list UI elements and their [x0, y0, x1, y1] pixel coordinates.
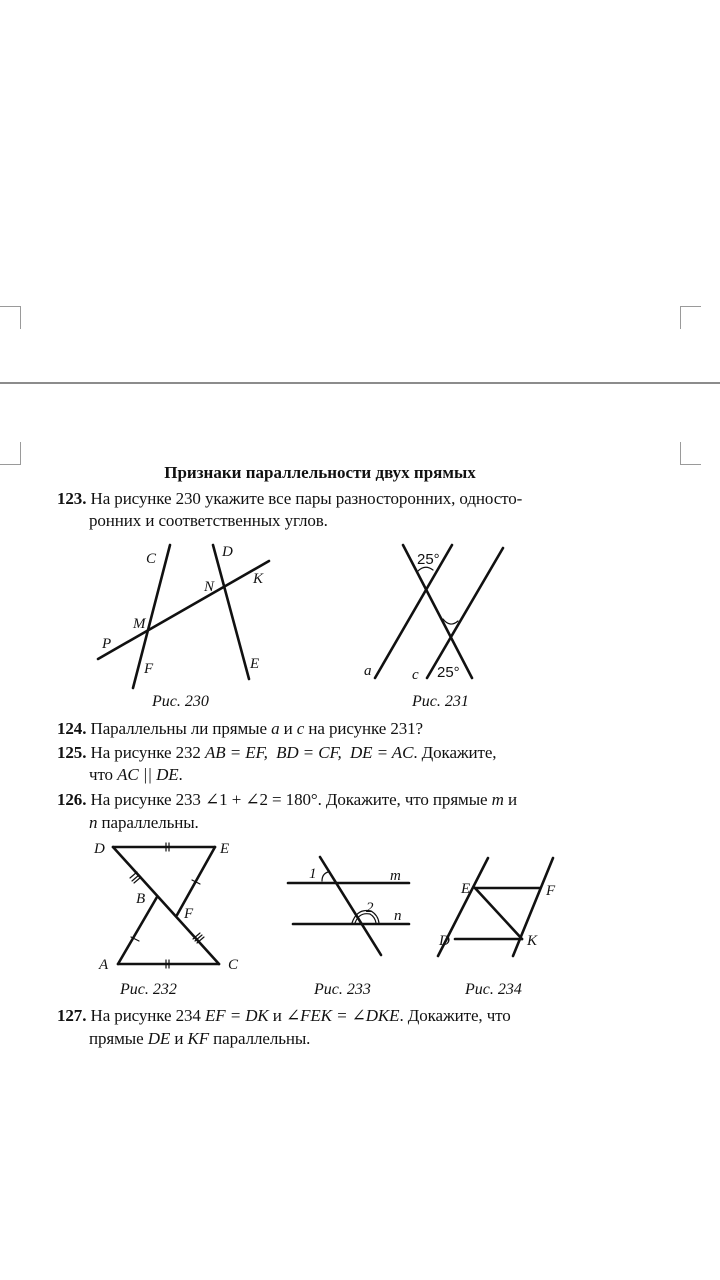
label-k: K: [253, 571, 264, 587]
problem-text: На рисунке 234: [90, 1006, 205, 1025]
problem-text: На рисунке 233: [90, 790, 205, 809]
problem-text: . Докажите, что прямые: [317, 790, 492, 809]
angle-label-1: 1: [309, 866, 317, 882]
problem-text: и: [503, 790, 517, 809]
figure-231: [364, 545, 503, 710]
problem-text: параллельны.: [209, 1029, 311, 1048]
problem-text: .: [178, 765, 183, 784]
problem-number: 125.: [57, 743, 87, 762]
problem-text: что: [89, 765, 118, 784]
label-b: B: [136, 891, 146, 907]
problem-text: и: [268, 1006, 286, 1025]
label-e: E: [250, 656, 260, 672]
label-p: P: [102, 636, 112, 652]
figure-caption: Рис. 234: [465, 981, 522, 998]
label-c: C: [146, 551, 157, 567]
figure-234: [438, 858, 556, 998]
problem-text: параллельны.: [97, 813, 199, 832]
angle-label-2: 2: [366, 900, 374, 916]
problem-text: и: [170, 1029, 188, 1048]
label-c: C: [228, 957, 239, 973]
label-m: m: [390, 868, 401, 884]
problem-text: ронних и соответственных углов.: [89, 511, 328, 530]
label-d: D: [222, 544, 233, 560]
label-f: F: [184, 906, 194, 922]
angle-label: 25°: [437, 664, 460, 681]
label-a: A: [99, 957, 109, 973]
figure-233: [288, 857, 409, 998]
math-var: KF: [187, 1029, 210, 1048]
label-n: N: [204, 579, 215, 595]
label-n: n: [394, 908, 402, 924]
math-expr: AC || DE: [117, 765, 179, 784]
figure-caption: Рис. 232: [120, 981, 177, 998]
problem-text: На рисунке 232: [90, 743, 205, 762]
problem-number: 127.: [57, 1006, 87, 1025]
math-var: m: [491, 790, 504, 809]
problem-text: Параллельны ли прямые: [90, 719, 272, 738]
problem-text: . Докажите,: [413, 743, 497, 762]
label-e: E: [461, 881, 471, 897]
math-var: c: [296, 719, 305, 738]
label-f: F: [144, 661, 154, 677]
problem-text: и: [279, 719, 297, 738]
figure-232: [93, 841, 239, 998]
math-expr: AB = EF, BD = CF, DE = AC: [205, 743, 414, 762]
angle-arc: [443, 619, 458, 624]
math-var: DE: [147, 1029, 171, 1048]
line-pk: [98, 561, 269, 659]
label-m: M: [133, 616, 146, 632]
figure-230: [98, 544, 269, 710]
label-a: a: [364, 663, 372, 679]
math-expr: EF = DK: [205, 1006, 269, 1025]
problem-number: 126.: [57, 790, 87, 809]
label-d: D: [439, 933, 450, 949]
problem-number: 124.: [57, 719, 87, 738]
label-d: D: [94, 841, 105, 857]
label-k: K: [527, 933, 538, 949]
math-var: a: [271, 719, 280, 738]
section-title: Признаки параллельности двух прямых: [164, 463, 476, 482]
label-f: F: [546, 883, 556, 899]
math-expr: ∠FEK = ∠DKE: [285, 1006, 400, 1025]
figure-caption: Рис. 233: [314, 981, 371, 998]
problem-text: . Докажите, что: [399, 1006, 511, 1025]
angle-1-arc: [322, 872, 328, 881]
math-var: n: [89, 813, 98, 832]
label-e: E: [220, 841, 230, 857]
label-c: c: [412, 667, 419, 683]
figure-caption: Рис. 231: [412, 693, 469, 710]
angle-label: 25°: [417, 551, 440, 568]
figure-caption: Рис. 230: [152, 693, 209, 710]
problem-text: на рисунке 231?: [304, 719, 423, 738]
problem-number: 123.: [57, 489, 87, 508]
math-expr: ∠1 + ∠2 = 180°: [205, 790, 318, 809]
problem-text: прямые: [89, 1029, 148, 1048]
problem-text: На рисунке 230 укажите все пары разносторонних, односто-: [90, 489, 523, 508]
line-de: [213, 545, 249, 679]
